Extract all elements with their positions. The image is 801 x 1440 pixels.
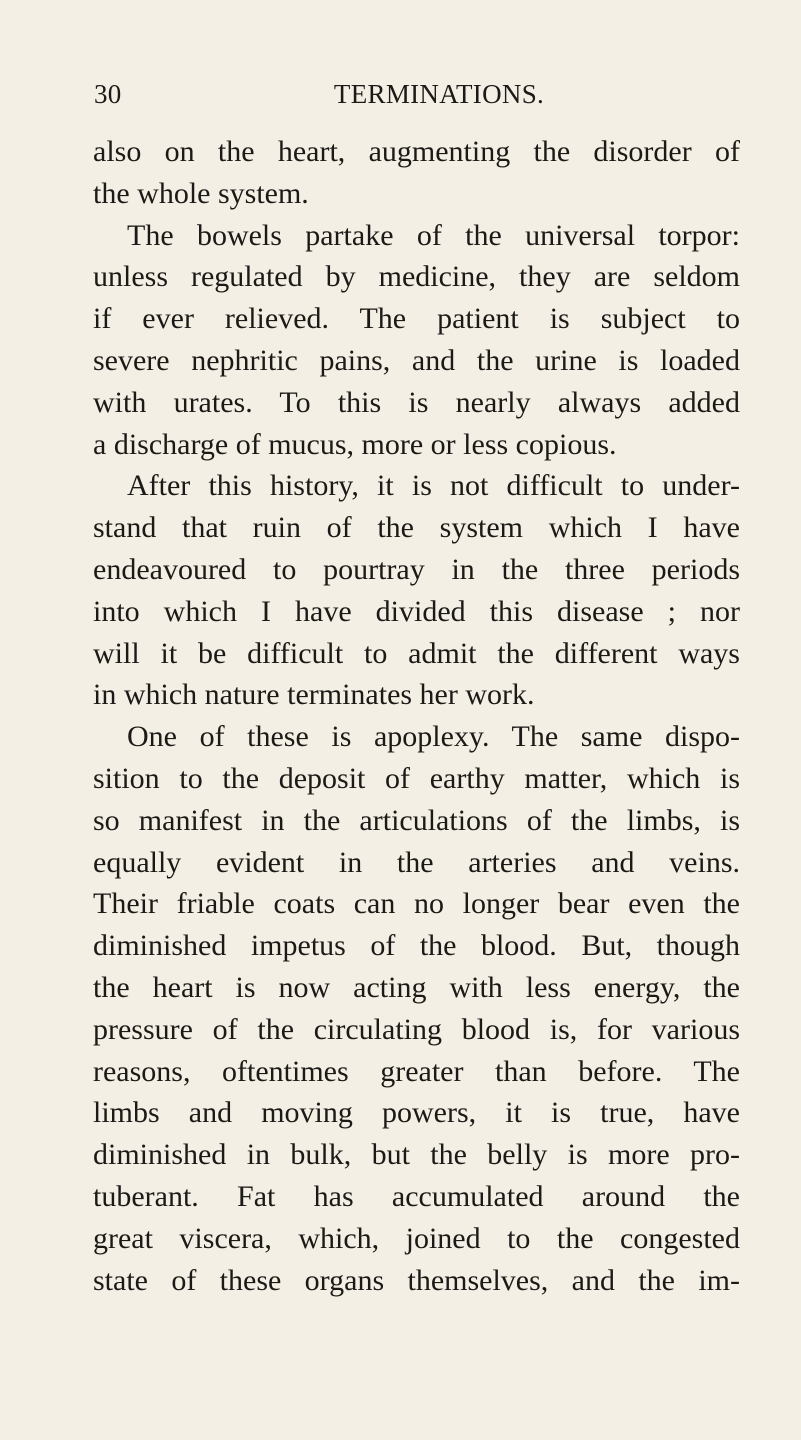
- text-line: One of these is apoplexy. The same dispo-: [127, 720, 740, 754]
- page-number: 30: [94, 79, 122, 109]
- text-line: reasons, oftentimes greater than before. The: [93, 1054, 740, 1088]
- text-line: limbs and moving powers, it is true, have: [93, 1096, 740, 1130]
- text-line: pressure of the circulating blood is, for various: [93, 1012, 740, 1046]
- text-line: After this history, it is not difficult to under-: [127, 469, 740, 503]
- text-line: sition to the deposit of earthy matter, which is: [93, 761, 740, 795]
- text-line: also on the heart, augmenting the disorder of: [93, 135, 740, 168]
- text-line: the heart is now acting with less energy, the: [93, 970, 740, 1004]
- running-head: [94, 78, 734, 110]
- text-line: tuberant. Fat has accumulated around the: [93, 1179, 740, 1213]
- text-line: great viscera, which, joined to the congested: [93, 1221, 740, 1255]
- body-text: [93, 131, 740, 1301]
- text-line: in which nature terminates her work.: [93, 678, 535, 712]
- text-line: unless regulated by medicine, they are seldom: [93, 260, 740, 294]
- text-line: diminished impetus of the blood. But, though: [93, 929, 740, 963]
- text-line: a discharge of mucus, more or less copious.: [93, 427, 617, 461]
- text-line: the whole system.: [93, 176, 309, 210]
- text-line: equally evident in the arteries and veins.: [93, 845, 740, 879]
- text-line: diminished in bulk, but the belly is more pro-: [93, 1138, 740, 1172]
- text-line: if ever relieved. The patient is subject to: [93, 302, 740, 336]
- text-line: will it be difficult to admit the different ways: [93, 636, 740, 670]
- text-line: Their friable coats can no longer bear even the: [93, 887, 740, 921]
- text-line: The bowels partake of the universal torpor:: [127, 218, 740, 252]
- text-line: stand that ruin of the system which I have: [93, 511, 740, 545]
- text-line: severe nephritic pains, and the urine is loaded: [93, 343, 740, 377]
- text-line: into which I have divided this disease ; nor: [93, 594, 740, 628]
- text-line: endeavoured to pourtray in the three periods: [93, 552, 740, 586]
- running-title: TERMINATIONS.: [333, 79, 545, 109]
- text-line: so manifest in the articulations of the limbs, is: [93, 803, 740, 837]
- text-line: with urates. To this is nearly always added: [93, 385, 740, 419]
- text-line: state of these organs themselves, and the im-: [93, 1263, 740, 1297]
